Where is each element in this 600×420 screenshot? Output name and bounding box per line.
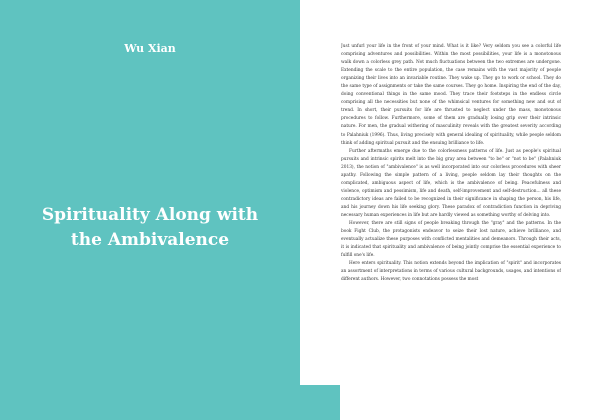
page-body xyxy=(341,43,561,363)
cover-title-line: the Ambivalence xyxy=(70,230,230,250)
author-name: Wu Xian xyxy=(124,42,176,55)
cover-title-line: Spirituality Along with xyxy=(41,205,259,225)
paragraph: However, there are still signs of people breaking through the "gray" and the patterns. In the book Fight Club, the protagonists endeavor to seize their lost nature, achieve brilliance, and eventually actualize these purposes with conflicted mentalities and demeanors. Through their acts, it is indicated that spirituality and ambivalence of being jointly comprise the essential experience to fulfill one's life. xyxy=(341,221,561,259)
paragraph: Here enters spirituality. This notion extends beyond the implication of "spirit" and incorporates an assortment of interpretations in terms of various cultural backgrounds, usages, and intentions of different authors. However, two connotations possess the most xyxy=(341,261,561,283)
cover-title xyxy=(0,203,300,253)
paragraph: Further aftermaths emerge due to the colorlessness patterns of life. Just as people's spiritual pursuits and intrinsic spirits melt into the big gray area between "to be" or "not to be" (Palahniuk 2013), the notion of "ambivalence" is as well incorporated into our colorless procedures with sheer apathy. Following the simple pattern of a living, people seldom lay their thoughts on the complicated, ambiguous aspect of life, which is the ambivalence of being. Peacefulness and violence, optimism and pessimism, life and death, self-improvement and self-destruction... all these contradictory ideas are failed to be recognized in their significance in shaping the person, his life, and his journey down his life seeking glory. These paradox of contradiction function in depriving necessary human experiences in life but are hardly viewed as something worthy of delving into. xyxy=(341,148,561,218)
corner-accent-block xyxy=(300,385,340,420)
paragraph: Just unfurl your life in the front of your mind. What is it like? Very seldom you see a colorful life comprising adventures and possibilities. Within the most possibilities, your life is a monotonous walk down a colorless grey path. Not much fluctuations between the two extremes are undergone. Extending the scale to the entire population, the case remains with the vast majority of people organizing their lives into an invariable routine. They wake up. They go to work or school. They do the same type of assignments or take the same courses. They go home. Inspiring the end of the day, doing conventional things in the same mood. They trace their footsteps in the endless circle comprising all the necessities but none of the whimsical ventures for something new and out of trend. In short, their pursuits for life are thrusted to neglect under the mass, monotonous procedures to follow. Furthermore, some of them are gradually losing grip over their intrinsic nature. For men, the gradual withering of masculinity reveals with the greatest severity according to Palahniuk (1996). Thus, living precisely with general idealing of spirituality, while people seldom think of adding spiritual pursuit and the ensuing brilliance to life. xyxy=(341,44,561,146)
